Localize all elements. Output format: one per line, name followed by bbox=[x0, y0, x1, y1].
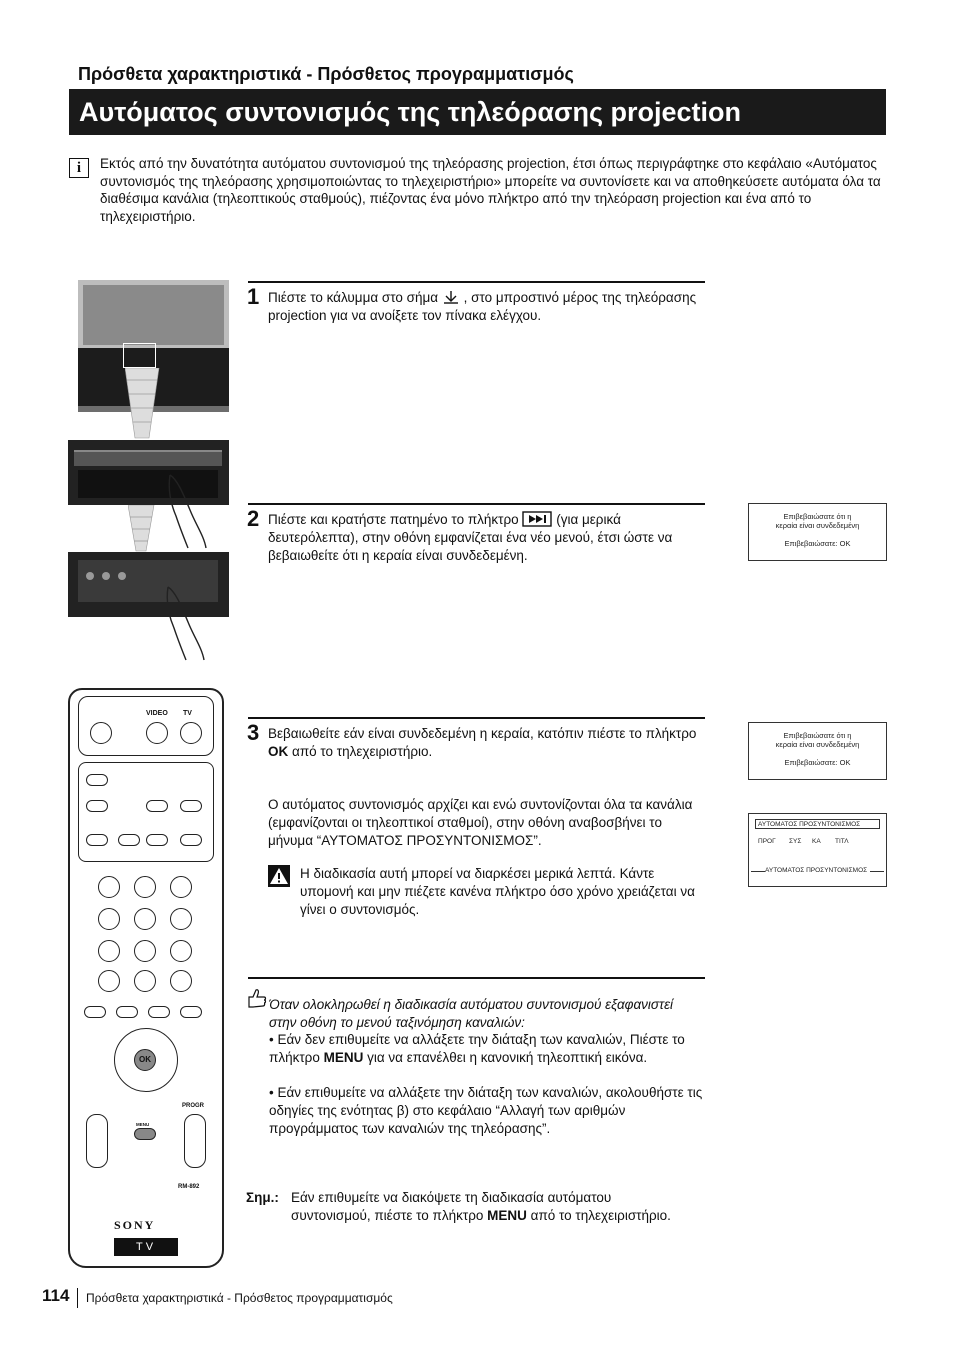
hand-note-icon bbox=[246, 987, 268, 1009]
step3-text-a: Βεβαιωθείτε εάν είναι συνδεδεμένη η κεραία, κατόπιν πιέστε το πλήκτρο bbox=[268, 726, 697, 741]
section-title: Πρόσθετα χαρακτηριστικά - Πρόσθετος προγραμματισμός bbox=[78, 64, 574, 84]
nb-text bbox=[291, 1189, 691, 1225]
zoom-funnel-2 bbox=[128, 505, 158, 555]
step2-rule bbox=[248, 503, 705, 505]
screen2-line1: Επιβεβαιώσατε ότι η bbox=[783, 731, 852, 740]
num-4-button[interactable] bbox=[98, 908, 120, 930]
nb-text-b: από το τηλεχειριστήριο. bbox=[530, 1208, 671, 1223]
model-label: RM-892 bbox=[178, 1184, 200, 1190]
step3-text bbox=[268, 725, 700, 761]
num-1-button[interactable] bbox=[98, 876, 120, 898]
step3-rule bbox=[248, 717, 705, 719]
screen3-divider-left bbox=[751, 871, 765, 872]
num-0-button[interactable] bbox=[134, 970, 156, 992]
ok-label: OK bbox=[139, 1055, 151, 1064]
note-bullet-1 bbox=[269, 1031, 701, 1067]
remote-tv-badge bbox=[114, 1238, 178, 1256]
tv-power-button[interactable] bbox=[180, 722, 202, 744]
remote-video-label: VIDEO bbox=[146, 710, 168, 717]
screen3-col-ch: ΚΑ bbox=[812, 838, 821, 845]
sony-logo: SONY bbox=[114, 1218, 156, 1232]
auto-tuning-screen bbox=[748, 813, 887, 887]
progr-label: PROGR bbox=[182, 1103, 205, 1109]
screen3-flashing-msg: ΑΥΤΟΜΑΤΟΣ ΠΡΟΣΥΝΤΟΝΙΣΜΟΣ bbox=[765, 867, 868, 874]
screen3-col-label: ΤΙΤΛ bbox=[835, 838, 849, 845]
num-3-button[interactable] bbox=[170, 876, 192, 898]
step2-number: 2 bbox=[247, 506, 260, 531]
sound-mode-button[interactable] bbox=[84, 1006, 106, 1018]
hand-pressing-icon bbox=[160, 470, 212, 550]
remote-btn-a3[interactable] bbox=[146, 800, 168, 812]
step1-number: 1 bbox=[247, 284, 260, 309]
num-5-button[interactable] bbox=[134, 908, 156, 930]
note-bullet-1-b: για να επανέλθει η κανονική τηλεοπτική εικόνα. bbox=[367, 1050, 648, 1065]
note-bullet-1-key: MENU bbox=[323, 1050, 364, 1065]
remote-btn-b1[interactable] bbox=[86, 834, 108, 846]
remote-btn-a2[interactable] bbox=[86, 800, 108, 812]
page-number: 114 bbox=[42, 1286, 70, 1305]
info-icon: i bbox=[69, 158, 89, 178]
nb-key: MENU bbox=[487, 1208, 527, 1223]
footer-text: Πρόσθετα χαρακτηριστικά - Πρόσθετος προγραμματισμός bbox=[86, 1291, 393, 1305]
zoom-funnel-1 bbox=[125, 368, 165, 440]
num-6-button[interactable] bbox=[170, 908, 192, 930]
hand-pressing-icon-2 bbox=[158, 582, 210, 662]
screen3-title: ΑΥΤΟΜΑΤΟΣ ΠΡΟΣΥΝΤΟΝΙΣΜΟΣ bbox=[755, 819, 880, 829]
note-lead: Όταν ολοκληρωθεί η διαδικασία αυτόματου συντονισμού εξαφανιστεί στην οθόνη το μενού ταξινόμηση καναλιών: bbox=[269, 997, 674, 1030]
jump-button[interactable] bbox=[170, 970, 192, 992]
remote-btn-b2[interactable] bbox=[118, 834, 140, 846]
screen1-line1: Επιβεβαιώσατε ότι η bbox=[783, 512, 852, 521]
screen2-line3: Επιβεβαιώσατε: OK bbox=[784, 758, 851, 767]
screen1-line3: Επιβεβαιώσατε: OK bbox=[784, 539, 851, 548]
digit-toggle-button[interactable] bbox=[98, 970, 120, 992]
antenna-confirm-screen-1 bbox=[748, 503, 887, 561]
remote-tv-label: TV bbox=[183, 710, 192, 717]
step2-text-b: (για μερικά δευτερόλεπτα), στην οθόνη εμφανίζεται ένα νέο μενού, έτσι ώστε να βεβαιωθείτε ότι η κεραία είναι συνδεδεμένη. bbox=[268, 512, 673, 563]
down-arrow-icon bbox=[442, 290, 460, 304]
surround-button[interactable] bbox=[148, 1006, 170, 1018]
note-rule bbox=[248, 977, 705, 979]
step1-text-b: , στο μπροστινό μέρος της τηλεόρασης projection για να ανοίξετε τον πίνακα ελέγχου. bbox=[268, 290, 697, 323]
remote-btn-b4[interactable] bbox=[180, 834, 202, 846]
menu-button[interactable] bbox=[134, 1128, 156, 1140]
num-2-button[interactable] bbox=[134, 876, 156, 898]
remote-tv-badge-label: TV bbox=[135, 1241, 157, 1253]
antenna-confirm-screen-2 bbox=[748, 722, 887, 780]
step3-key-ok: OK bbox=[268, 744, 289, 759]
note-bullet-1-a: • Εάν δεν επιθυμείτε να αλλάξετε την διάταξη των καναλιών, Πιέστε το πλήκτρο bbox=[269, 1032, 685, 1065]
remote-btn-a4[interactable] bbox=[180, 800, 202, 812]
screen-mode-button[interactable] bbox=[180, 1006, 202, 1018]
screen2-line2: κεραία είναι συνδεδεμένη bbox=[775, 740, 860, 749]
step3-text-b: από το τηλεχειριστήριο. bbox=[292, 744, 433, 759]
step1-text bbox=[268, 289, 700, 325]
num-8-button[interactable] bbox=[134, 940, 156, 962]
screen3-col-prog: ΠΡΟΓ bbox=[758, 838, 776, 845]
screen1-line2: κεραία είναι συνδεδεμένη bbox=[775, 521, 860, 530]
menu-label: MENU bbox=[136, 1122, 150, 1127]
step2-text-a: Πιέστε και κρατήστε πατημένο το πλήκτρο bbox=[268, 512, 519, 527]
volume-rocker[interactable] bbox=[86, 1114, 108, 1168]
program-rocker[interactable] bbox=[184, 1114, 206, 1168]
mute-button[interactable] bbox=[90, 722, 112, 744]
note-bullet-2: • Εάν επιθυμείτε να αλλάξετε την διάταξη των καναλιών, ακολουθήστε τις οδηγίες της ενότητας β) στο κεφάλαιο “Αλλαγή των αριθμών προγράμματος των καναλιών της τηλεόρασης”. bbox=[269, 1085, 703, 1136]
num-9-button[interactable] bbox=[170, 940, 192, 962]
num-7-button[interactable] bbox=[98, 940, 120, 962]
picture-mode-button[interactable] bbox=[116, 1006, 138, 1018]
warning-icon bbox=[268, 865, 290, 887]
step1-text-a: Πιέστε το κάλυμμα στο σήμα bbox=[268, 290, 439, 305]
fast-forward-icon bbox=[522, 511, 552, 527]
footer-divider bbox=[77, 1288, 78, 1308]
nb-text-a: Εάν επιθυμείτε να διακόψετε τη διαδικασία αυτόματου συντονισμού, πιέστε το πλήκτρο bbox=[291, 1190, 612, 1223]
ok-button[interactable] bbox=[134, 1049, 156, 1071]
step3-paragraph: Ο αυτόματος συντονισμός αρχίζει και ενώ συντονίζονται όλα τα κανάλια (εμφανίζονται οι τηλεοπτικοί σταθμοί), στην οθόνη αναβοσβήνει το μήνυμα “ΑΥΤΟΜΑΤΟΣ ΠΡΟΣΥΝΤΟΝΙΣΜΟΣ”. bbox=[268, 797, 693, 848]
step2-text bbox=[268, 511, 700, 565]
remote-control bbox=[68, 688, 224, 1268]
page-title: Αυτόματος συντονισμός της τηλεόρασης projection bbox=[69, 89, 886, 135]
nb-label: Σημ.: bbox=[246, 1190, 279, 1205]
screen3-col-sys: ΣΥΣ bbox=[789, 838, 802, 845]
step1-rule bbox=[248, 281, 705, 283]
step3-number: 3 bbox=[247, 720, 260, 745]
remote-btn-b3[interactable] bbox=[146, 834, 168, 846]
warning-text: Η διαδικασία αυτή μπορεί να διαρκέσει μερικά λεπτά. Κάντε υπομονή και μην πιέζετε κανένα πλήκτρο όσο χρόνο χρειάζεται να γίνει ο συντονισμός. bbox=[300, 866, 695, 917]
video-power-button[interactable] bbox=[146, 722, 168, 744]
intro-paragraph: Εκτός από την δυνατότητα αυτόματου συντονισμού της τηλεόρασης projection, έτσι όπως περιγράφτηκε στο κεφάλαιο «Αυτόματος συντονισμός της τηλεόρασης χρησιμοποιώντας το τηλεχειριστήριο» μπορείτε να συντονίσετε και να αποθηκεύσετε αυτόματα όλα τα διαθέσιμα κανάλια (τηλεοπτικούς σταθμούς), πιέζοντας ένα μόνο πλήκτρο από την τηλεόραση projection και ένα από το τηλεχειριστήριο. bbox=[100, 156, 881, 224]
remote-btn-a1[interactable] bbox=[86, 774, 108, 786]
screen3-divider-right bbox=[870, 871, 884, 872]
